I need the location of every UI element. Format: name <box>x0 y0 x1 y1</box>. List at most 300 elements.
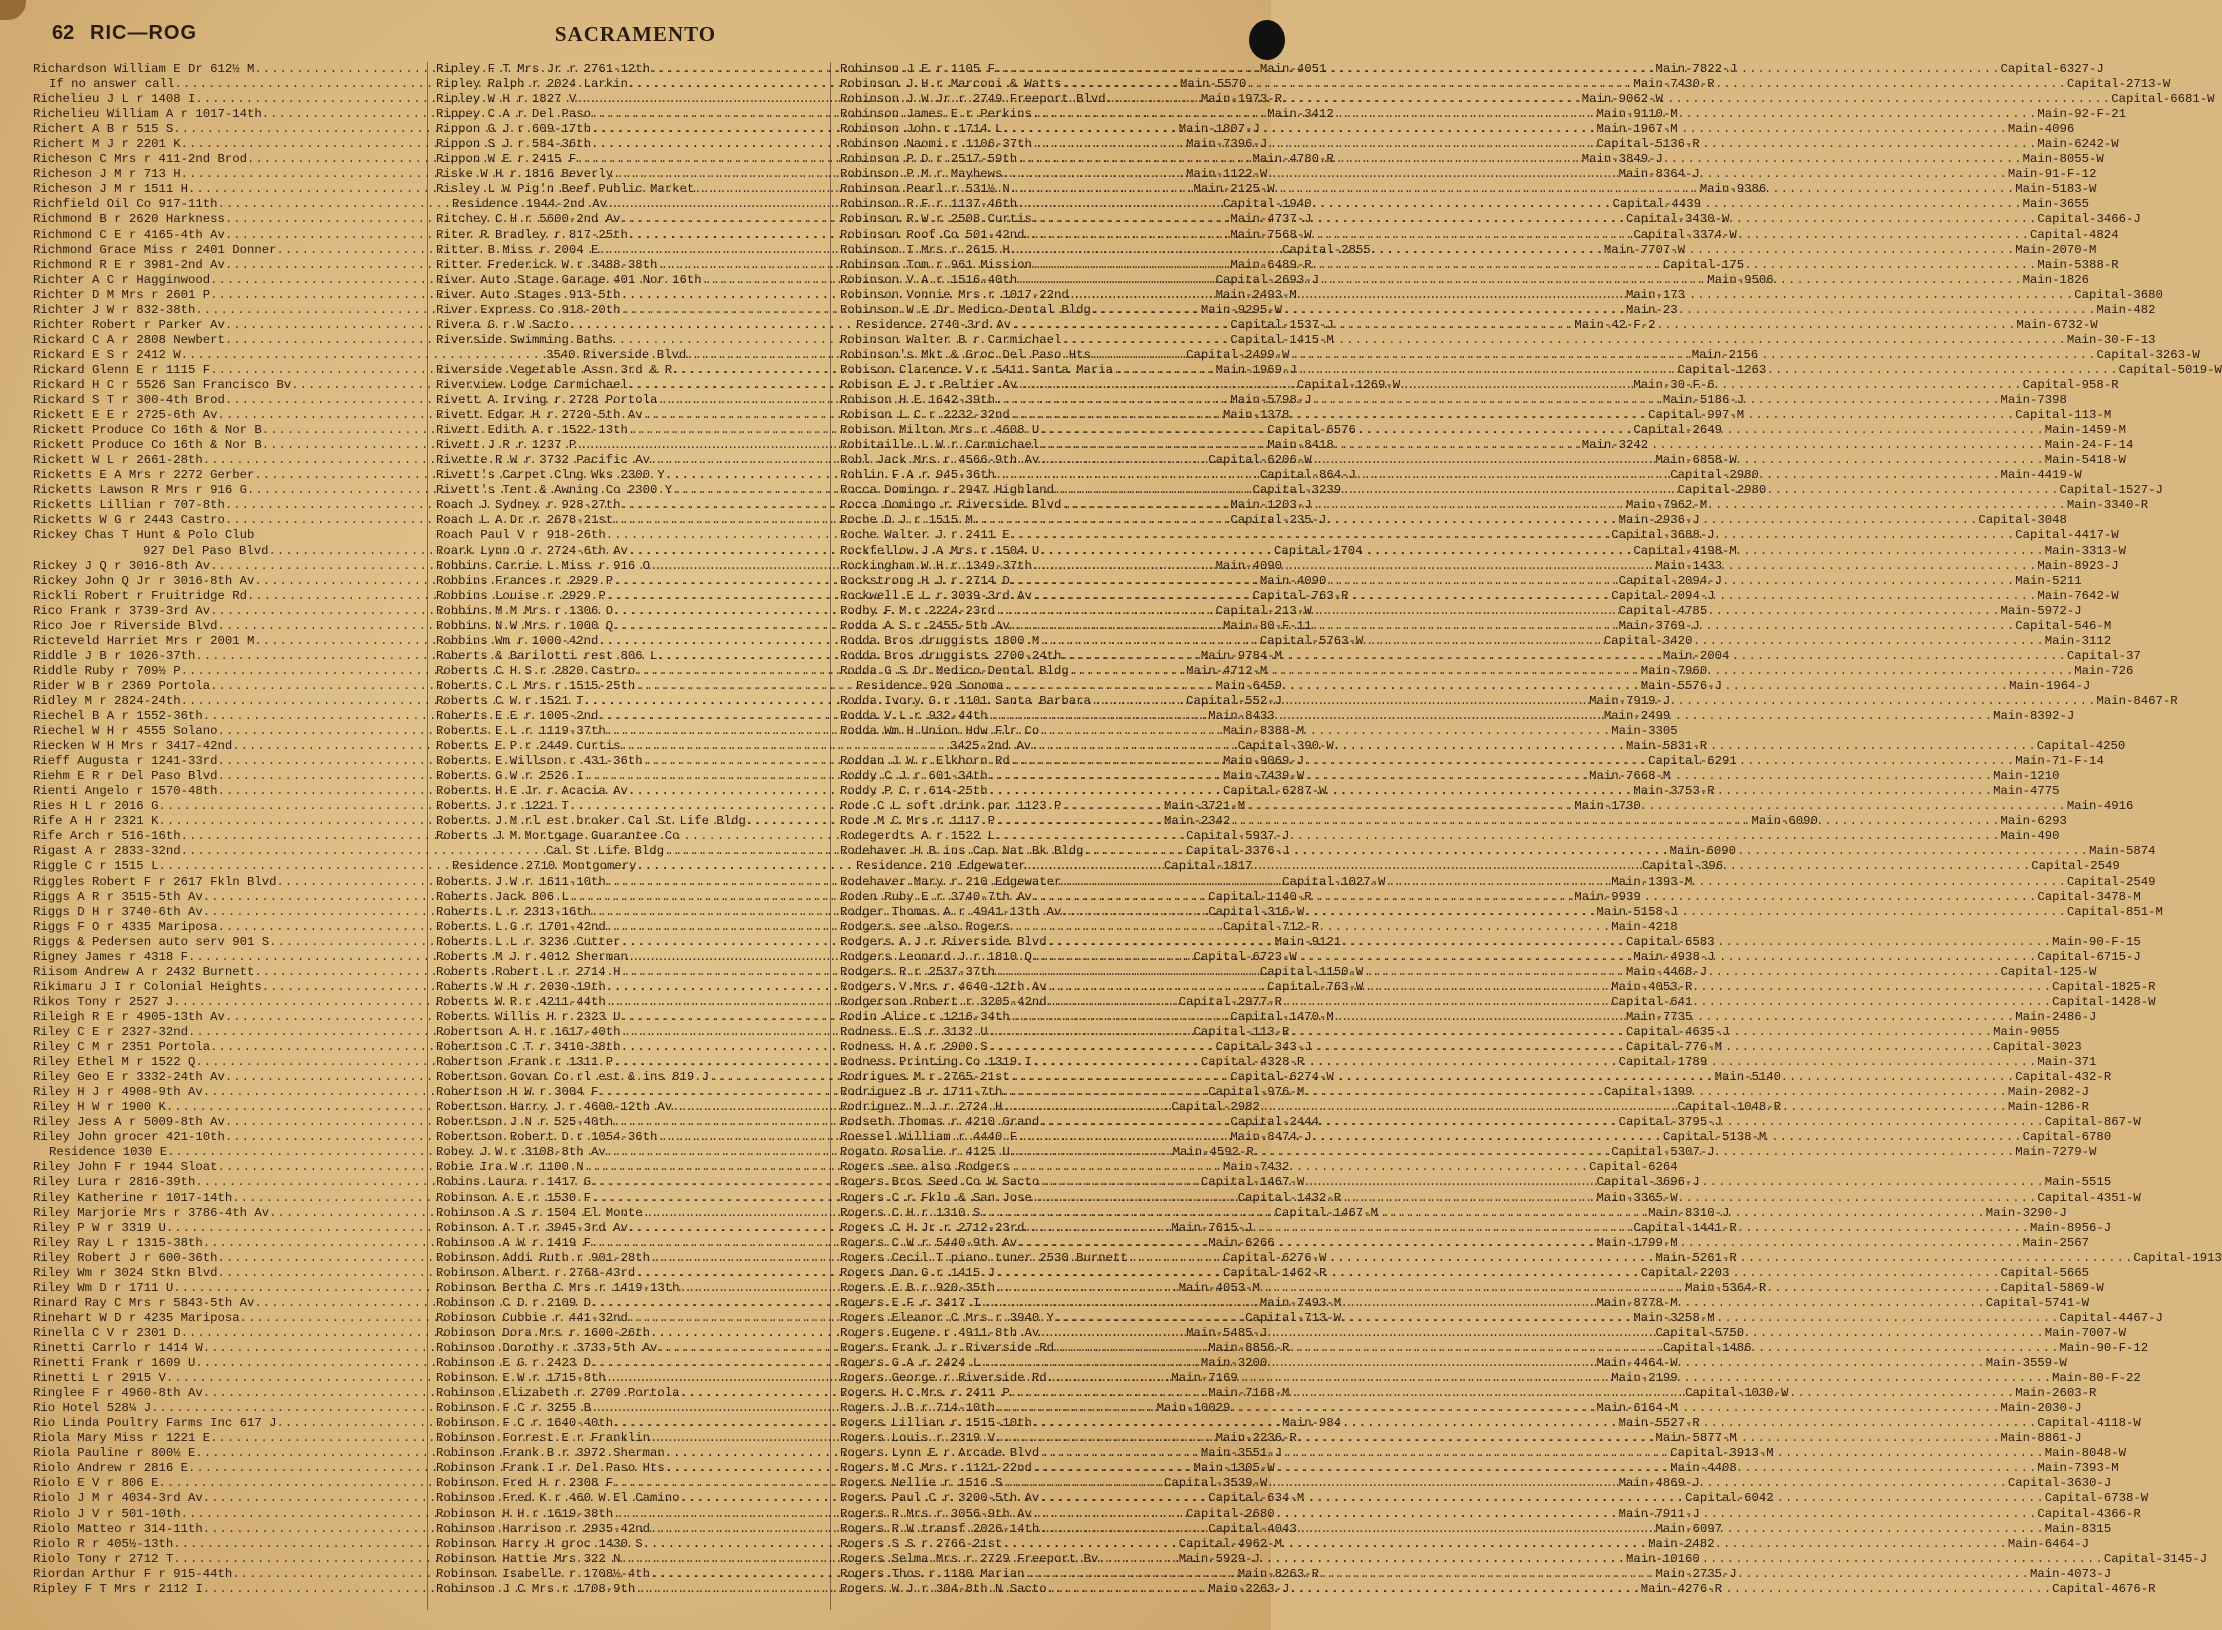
listing-name: Rodegerdts A r 1522 L <box>840 829 995 844</box>
page-header <box>0 22 1271 52</box>
leader-dots <box>995 1281 2001 1296</box>
listing-phone: Capital-1486 <box>1662 1340 1752 1355</box>
leader-dots <box>1032 212 2038 227</box>
listing-phone: Main-3242 <box>1581 438 1649 453</box>
listing-phone: Capital-4824 <box>2030 227 2119 242</box>
listing-name: Rodin Alice r 1216-34th <box>840 1009 1010 1024</box>
leader-dots <box>1010 754 2016 769</box>
listing-name: Ripley W H r 1827 V <box>436 92 577 107</box>
listing-name: Robinson Roof Co 501-42nd <box>840 227 1025 242</box>
leader-dots <box>1106 92 2112 107</box>
listing-name: Ricketts W G r 2443 Castro <box>33 513 225 528</box>
listing-phone: Main-9062-W <box>1581 92 1663 107</box>
listing-phone: Capital-1527-J <box>2059 483 2163 498</box>
listing-name: Rivett A Irving r 2728 Portola <box>436 393 658 408</box>
listing-name: Rodness E S r 3132 U <box>840 1025 988 1039</box>
listing-name: Rodgers Leonard J r 1810 Q <box>840 949 1032 964</box>
listing-name: Richeson C Mrs r 411-2nd Brod <box>33 152 248 167</box>
listing-phone: Main-7615-J <box>1171 1220 1253 1235</box>
listing-phone: Main-90-F-12 <box>2059 1340 2149 1355</box>
listing-name: Rogers Nellie r 1516 S <box>840 1476 1003 1491</box>
leader-dots <box>973 513 1979 528</box>
listing-phone: Capital-1789 <box>1618 1055 1708 1070</box>
listing-phone: Main-7960 <box>1640 663 1708 678</box>
listing-name: Rodehaver Mary r 210 Edgewater <box>840 874 1062 889</box>
listing-name: Rickett Produce Co 16th & Nor B <box>33 423 262 438</box>
listing-phone: Main-7430-R <box>1633 77 1715 92</box>
listing-name: Rogers R W transf 2026-14th <box>840 1521 1040 1536</box>
listing-name: Robinson Dora Mrs r 1600-26th <box>436 1325 651 1340</box>
listing-phone: Capital-867-W <box>2044 1115 2141 1130</box>
page-number: 62 <box>52 22 75 44</box>
listing-phone: Main-5261-R <box>1655 1250 1737 1265</box>
listing-name: Robbins Louise r 2929 P <box>436 588 606 603</box>
listing-name: Rienti Angelo r 1570-48th <box>33 784 218 799</box>
leader-dots <box>1010 408 2016 423</box>
leader-dots <box>1039 1175 2045 1190</box>
listing-row <box>436 829 820 844</box>
listing-phone: Main-7568-W <box>1230 227 1312 242</box>
listing-name: Richelieu William A r 1017-14th <box>33 107 262 122</box>
listing-name: Ricteveld Harriet Mrs r 2001 M <box>33 633 255 648</box>
listing-name: Ricketts Lawson R Mrs r 916 G <box>33 483 248 498</box>
listing-phone: Capital-1462-R <box>1223 1265 1327 1280</box>
listing-phone: Capital-5750 <box>1655 1325 1745 1340</box>
listing-name: Rogers Selma Mrs r 2729 Freeport Bv <box>840 1551 1099 1566</box>
leader-dots <box>1047 1371 2053 1386</box>
listing-phone: Main-6858-W <box>1655 453 1737 468</box>
listing-name: Riverside Vegetable Assn 3rd & R <box>436 362 673 377</box>
page-range: RIC—ROG <box>90 22 197 44</box>
listing-phone: Main-726 <box>2074 663 2134 678</box>
listing-name: Robinson R W r 2508 Curtis <box>840 212 1032 227</box>
listing-phone: Capital-1140-R <box>1208 889 1312 904</box>
listing-name: Richelieu J L r 1408 I <box>33 92 196 107</box>
listing-phone: Main-3290-J <box>1985 1205 2067 1220</box>
listing-name: River Auto Stage Garage 401 Nor 16th <box>436 272 702 287</box>
listing-phone: Main-5929-J <box>1178 1551 1260 1566</box>
listing-name: River Auto Stages 913-5th <box>436 287 621 302</box>
listing-phone: Capital-1027-W <box>1282 874 1386 889</box>
listing-name: Rife A H r 2321 K <box>33 814 159 829</box>
listing-phone: Main-1807-J <box>1178 122 1260 137</box>
listing-phone: Capital-2855 <box>1282 242 1371 257</box>
leader-dots <box>1039 1446 2045 1461</box>
listing-name: Robinson V A r 1516-40th <box>840 272 1018 287</box>
listing-name: Richter J W r 832-38th <box>33 302 196 317</box>
listing-phone: Main-8956-J <box>2030 1220 2112 1235</box>
listing-phone: Main-1969-J <box>1215 362 1297 377</box>
listing-phone: Main-9784-M <box>1200 648 1283 663</box>
leader-dots <box>1010 1145 2016 1160</box>
listing-phone: Main-1799-M <box>1596 1235 1678 1250</box>
listing-phone: Main-3551-J <box>1200 1446 1283 1461</box>
listing-name: Rickett Produce Co 16th & Nor B <box>33 438 262 453</box>
listing-phone: Capital-1825-R <box>2052 979 2156 994</box>
listing-phone: Main-8048-W <box>2044 1446 2126 1461</box>
listing-name: Rinella C V r 2301 D <box>33 1325 181 1340</box>
leader-dots <box>1091 303 2097 318</box>
listing-phone: Main-3112 <box>2044 633 2112 648</box>
leader-dots <box>1061 875 2067 890</box>
listing-phone: Main-3753-R <box>1633 784 1715 799</box>
listing-name: Roberts C H S r 2820 Castro <box>436 663 636 678</box>
listing-phone: Capital-3795-J <box>1618 1115 1722 1130</box>
listing-phone: Capital-2203 <box>1640 1265 1730 1280</box>
listing-phone: Capital-1048-R <box>1677 1100 1781 1115</box>
listing-name: Riola Pauline r 800½ E <box>33 1446 196 1461</box>
listing-name: Robinson Tom r 961 Mission <box>840 257 1032 272</box>
listing-phone: Main-2342 <box>1163 814 1231 829</box>
listing-phone: Main-4090 <box>1259 573 1327 588</box>
listing-phone: Main-2199 <box>1611 1371 1678 1386</box>
listing-phone: Main-2263-J <box>1208 1581 1290 1596</box>
listing-name: Riley Jess A r 5009-8th Av <box>33 1115 225 1130</box>
listing-phone: Main-7432 <box>1223 1160 1290 1175</box>
leader-dots <box>988 1040 1994 1055</box>
listing-phone: Capital-958-R <box>2022 377 2119 392</box>
listing-name: Roessel William r 4440 F <box>840 1130 1018 1145</box>
listing-phone: Main-2486-J <box>2015 1009 2097 1024</box>
leader-dots <box>1032 258 2038 273</box>
listing-name: Robinson Isabelle r 1708½-4th <box>436 1566 651 1581</box>
listing-name: Riley H J r 4908-9th Av <box>33 1085 203 1100</box>
listing-name: Rogers J B r 714-10th <box>840 1401 995 1416</box>
listing-phone: Main-30-F-13 <box>2066 332 2156 347</box>
listing-name: Rodgers see also Rogers <box>840 919 1010 934</box>
listing-name: Residence 1030 E <box>49 1145 168 1160</box>
listing-phone: Capital-976-M <box>1208 1085 1305 1100</box>
listing-phone: Capital-4785 <box>1618 603 1708 618</box>
listing-name: Riley John F r 1944 Sloat <box>33 1160 218 1175</box>
listing-name: Rickard S T r 300-4th Brod <box>33 393 225 408</box>
listing-name: Rodehaver H B ins Cap Nat Bk Bldg <box>840 844 1084 859</box>
listing-name: Riley C E r 2327-32nd <box>33 1025 188 1039</box>
listing-phone: Capital-5019-W <box>2118 362 2222 377</box>
listing-name: Rogers Paul C r 3200-5th Av <box>840 1491 1040 1506</box>
listing-phone: Main-6164-M <box>1596 1401 1678 1416</box>
listing-name: Robinson Hattie Mrs 322 N <box>436 1551 621 1566</box>
listing-phone: Main-4419-W <box>2000 468 2082 483</box>
listing-name: Robinson Cubbie r 441-32nd <box>436 1310 628 1325</box>
listing-name: Ripley F T Mrs Jr r 2761-12th <box>436 62 651 76</box>
listing-name: Riggle C r 1515 L <box>33 859 159 874</box>
listing-phone: Capital-546-M <box>2015 618 2112 633</box>
listing-name: Robinson Albert r 2768-43rd <box>436 1265 636 1280</box>
listing-name: Rickett E E r 2725-6th Av <box>33 408 218 423</box>
leader-dots <box>1032 890 2038 905</box>
listing-phone: Main-1459-M <box>2044 423 2126 438</box>
listing-name: Roddy C J r 601-34th <box>840 769 988 784</box>
listing-phone: Main-3655 <box>2022 197 2090 212</box>
listing-phone: Main-10029 <box>1156 1401 1231 1416</box>
listing-phone: Capital-3263-W <box>2096 347 2200 362</box>
listing-phone: Main-92-F-21 <box>2037 107 2126 122</box>
leader-dots <box>1098 1552 2104 1567</box>
listing-name: Robertson C T r 3410-38th <box>436 1040 621 1055</box>
leader-dots <box>995 829 2001 844</box>
listing-name: Rodgers V Mrs r 4640-12th Av <box>840 979 1047 994</box>
listing-name: Riolo J M r 4034-3rd Av <box>33 1491 203 1506</box>
listing-phone: Main-1433 <box>1655 558 1722 573</box>
listing-phone: Main-4218 <box>1611 919 1678 934</box>
listing-phone: Capital-1817 <box>1163 859 1253 874</box>
listing-phone: Main-8861-J <box>2000 1431 2082 1446</box>
listing-name: Rodgers R r 2537-37th <box>840 964 995 979</box>
listing-phone: Main-2082-J <box>2007 1085 2090 1100</box>
leader-dots <box>1047 980 2053 995</box>
listing-phone: Main-1826 <box>2022 272 2090 287</box>
listing-name: Robertson Robert D r 1054-36th <box>436 1130 658 1145</box>
listing-name: Roddan J W r Elkhorn Rd <box>840 754 1010 769</box>
leader-dots <box>1047 935 2053 950</box>
listing-phone: Main-5527-R <box>1618 1416 1700 1431</box>
listing-name: Riske W H r 1816 Beverly <box>436 167 614 182</box>
listing-name: 3425-2nd Av <box>950 739 1032 754</box>
leader-dots <box>1010 182 2016 197</box>
listing-phone: Main-23 <box>1626 302 1678 317</box>
listing-phone: Main-371 <box>2037 1055 2097 1070</box>
listing-name: Robinson J H r Marconi & Watts <box>840 77 1062 92</box>
listing-name: Riley Katherine r 1017-14th <box>33 1190 233 1205</box>
listing-name: Riolo Matteo r 314-11th <box>33 1521 203 1536</box>
listing-phone: Main-1973-R <box>1200 92 1283 107</box>
listing-name: Rickett W L r 2661-28th <box>33 453 203 468</box>
listing-phone: Main-4464-W <box>1596 1356 1678 1371</box>
listing-phone: Main-1378 <box>1223 408 1290 423</box>
listing-phone: Capital-6723-W <box>1193 949 1297 964</box>
leader-dots <box>254 528 418 543</box>
listing-name: Robinson John r 1714 L <box>840 122 1003 137</box>
listing-phone: Main-4090 <box>1215 558 1283 573</box>
listing-phone: Main-3340-R <box>2066 498 2149 513</box>
listing-name: Riley John grocer 421-10th <box>33 1130 225 1145</box>
listing-phone: Main-6090 <box>1751 814 1818 829</box>
leader-dots <box>1061 905 2067 920</box>
leader-dots <box>1069 288 2075 303</box>
listing-phone: Main-4938-J <box>1633 949 1715 964</box>
listing-name: Rogato Rosalie r 4125 U <box>840 1145 1010 1160</box>
listing-phone: Main-3412 <box>1267 107 1334 122</box>
listing-name: Rogers C H r 1310 S <box>840 1205 981 1220</box>
listing-name: Roach Paul V r 918-26th <box>436 528 606 543</box>
listing-phone: Main-3849-J <box>1581 152 1663 167</box>
listing-name: Robinson P M r Mayhews <box>840 167 1003 182</box>
leader-dots <box>1004 679 2010 694</box>
listing-name: Robinson A W r 1419 F <box>436 1235 591 1250</box>
listing-phone: Main-2603-R <box>2015 1386 2097 1401</box>
listing-phone: Capital-763-R <box>1252 588 1349 603</box>
listing-phone: Main-1730 <box>1574 799 1641 814</box>
leader-dots <box>1128 1251 2134 1266</box>
listing-name: Rockfellow J A Mrs r 1504 U <box>840 543 1040 558</box>
listing-name: Richter Robert r Parker Av <box>33 317 225 332</box>
listing-phone: Capital-713-W <box>1245 1310 1342 1325</box>
listing-phone: Main-5485-J <box>1186 1325 1268 1340</box>
listing-name: Rocca Domingo r 2947 Highland <box>840 483 1055 498</box>
listing-name: Rogers Eugene r 4911-8th Av <box>840 1325 1040 1340</box>
torn-corner <box>0 0 26 20</box>
listing-phone: Capital-2713-W <box>2066 77 2171 92</box>
listing-row <box>840 1160 1227 1175</box>
listing-phone: Main-7911-J <box>1618 1506 1700 1521</box>
listing-phone: Capital-343-J <box>1215 1040 1312 1055</box>
leader-dots <box>1039 438 2045 453</box>
listing-name: Roberts C L Mrs r 1515-25th <box>436 678 636 693</box>
leader-dots <box>1017 197 2023 212</box>
listing-phone: Capital-4439 <box>1612 197 1702 212</box>
listing-name: Robinson Fred H r 2308 F <box>436 1476 614 1491</box>
listing-name: Roberts W H r 2030-19th <box>436 979 606 994</box>
listing-phone: Main-6242-W <box>2037 137 2119 152</box>
listing-name: Riechel W H r 4555 Solano <box>33 724 218 739</box>
listing-name: Rickli Robert r Fruitridge Rd <box>33 588 248 603</box>
leader-dots <box>1002 1476 2008 1491</box>
listing-name: Rickey John Q Jr r 3016-8th Av <box>33 573 255 588</box>
leader-dots <box>1002 167 2008 182</box>
listing-name: Rickard C A r 2808 Newbert <box>33 332 225 347</box>
listing-phone: Capital-6287-W <box>1223 784 1327 799</box>
listing-name: Rieff Augusta r 1241-33rd <box>33 754 218 769</box>
listing-phone: Main-2125-W <box>1193 182 1275 197</box>
listing-name: Roberts & Barilotti rest 806 L <box>436 648 658 663</box>
leader-dots <box>1024 228 2030 243</box>
listing-name: Rivera G r W Sacto <box>436 317 569 332</box>
listing-name: Roberts E L r 1119-37th <box>436 724 606 739</box>
listing-name: Robinson Walter B r Carmichael <box>840 332 1062 347</box>
listing-name: Robison E J r Peltier Av <box>840 377 1018 392</box>
listing-name: Riley P W r 3319 U <box>33 1220 166 1235</box>
leader-dots <box>1047 1582 2053 1597</box>
listing-phone: Main-4053-M <box>1178 1280 1260 1295</box>
listing-phone: Main-2567 <box>2022 1235 2090 1250</box>
listing-name: River Express Co 918-20th <box>436 302 621 317</box>
listing-name: Roberts E P r 2449 Curtis <box>436 739 621 754</box>
leader-dots <box>1113 363 2119 378</box>
listing-phone: Main-7642-W <box>2037 588 2119 603</box>
listing-name: Robertson H W r 3004 F <box>436 1085 599 1100</box>
listing-name: Rogers R Mrs r 3056-9th Av <box>840 1506 1032 1521</box>
listing-name: Roach L A Dr r 2678-21st <box>436 513 614 528</box>
listing-phone: Main-5877-M <box>1655 1431 1737 1446</box>
listing-name: Rogers G A r 2424 L <box>840 1356 981 1371</box>
leader-dots <box>1010 1160 1227 1175</box>
leader-dots <box>988 709 1994 724</box>
listing-name: Riverview Lodge Carmichael <box>436 377 628 392</box>
leader-dots <box>1010 1010 2016 1025</box>
leader-dots <box>1010 574 2016 589</box>
listing-phone: Capital-4328-R <box>1200 1055 1305 1070</box>
listing-phone: Capital-2680 <box>1186 1506 1275 1521</box>
listing-name: Rogers Dan G r 1415 J <box>840 1265 995 1280</box>
listing-name: Riolo E V r 806 E <box>33 1476 159 1491</box>
leader-dots <box>1084 844 2090 859</box>
listing-phone: Main-6489-R <box>1230 257 1312 272</box>
leader-dots <box>1039 1522 2045 1537</box>
listing-phone: Main-2236-R <box>1215 1431 1297 1446</box>
listing-phone: Capital-432-R <box>2015 1070 2112 1085</box>
listing-phone: Main-80-F-11 <box>1223 618 1312 633</box>
listing-name: Rogers S S r 2766-21st <box>840 1536 1003 1551</box>
listing-phone: Capital-2094-J <box>1618 573 1722 588</box>
listing-name: Robison H E 1642-39th <box>840 393 995 408</box>
listing-name: Robinson A T r 3945-3rd Av <box>436 1220 628 1235</box>
listing-name: Ricketts E A Mrs r 2272 Gerber <box>33 468 255 483</box>
page-city: SACRAMENTO <box>554 22 717 46</box>
listing-name: Rogers Frank J r Riverside Rd <box>840 1340 1055 1355</box>
listing-phone: Main-2499 <box>1603 709 1671 724</box>
listing-phone: Capital-776-M <box>1626 1040 1722 1055</box>
listing-name: Riley Marjorie Mrs r 3786-4th Av <box>33 1205 270 1220</box>
listing-phone: Main-9055 <box>1993 1025 2060 1039</box>
listing-phone: Capital-3913-M <box>1670 1446 1774 1461</box>
listing-name: Rippey C A r Del Paso <box>436 107 591 122</box>
listing-name: Riola Mary Miss r 1221 E <box>33 1431 211 1446</box>
leader-dots <box>1010 619 2016 634</box>
listing-name: Riley Lura r 2816-39th <box>33 1175 196 1190</box>
leader-dots <box>1031 739 2037 754</box>
listing-phone: Main-7398 <box>2000 393 2067 408</box>
listing-phone: Main-10160 <box>1626 1551 1700 1566</box>
listing-row <box>840 920 1227 935</box>
leader-dots <box>1010 920 1227 935</box>
listing-name: Riley H W r 1900 K <box>33 1100 166 1115</box>
listing-phone: Main-7707-W <box>1603 242 1686 257</box>
listing-name: Rikos Tony r 2527 J <box>33 994 174 1009</box>
leader-dots <box>1061 77 2067 92</box>
listing-phone: Capital-3430-W <box>1626 212 1730 227</box>
leader-dots <box>1032 1055 2038 1070</box>
listing-name: Ripley Ralph r 2024 Larkin <box>436 77 628 92</box>
listing-name: 927 Del Paso Blvd <box>143 543 269 558</box>
listing-phone: Main-1210 <box>1993 769 2060 784</box>
listing-phone: Capital-3048 <box>1978 513 2067 528</box>
listing-phone: Main-5576-J <box>1640 678 1722 693</box>
listing-phone: Capital-3466-J <box>2037 212 2141 227</box>
listing-name: Rodda Ivory G r 1101 Santa Barbara <box>840 693 1091 708</box>
listing-name: Robbins Frances r 2929 P <box>436 573 614 588</box>
listing-name: Richardson William E Dr 612½ M <box>33 62 255 76</box>
listing-name: Robinson Frank B r 3972 Sherman <box>436 1446 665 1461</box>
listing-phone: Capital-5869-W <box>2000 1280 2104 1295</box>
leader-dots <box>1091 694 2097 709</box>
listing-phone: Main-4051 <box>1259 62 1327 76</box>
listing-phone: Main-9069-J <box>1223 754 1305 769</box>
listing-phone: Main-7962-M <box>1626 498 1708 513</box>
listing-name: Robbins N W Mrs r 1000 Q <box>436 618 614 633</box>
leader-dots <box>1032 1416 2038 1431</box>
listing-phone: Main-2735-J <box>1655 1566 1737 1581</box>
listing-phone: Capital-3680 <box>2074 287 2163 302</box>
listing-name: Riolo Tony r 2712 T <box>33 1551 174 1566</box>
listing-name: Riggs A R r 3515-5th Av <box>33 889 203 904</box>
listing-name: Rogers Eleanor C Mrs r 3940 Y <box>840 1310 1055 1325</box>
listing-phone: Main-1305-W <box>1193 1461 1275 1476</box>
leader-dots <box>1039 1491 2045 1506</box>
listing-name: Roden Ruby E r 3740-7th Av <box>840 889 1032 904</box>
listing-phone: Capital-1913 <box>2133 1250 2222 1265</box>
listing-phone: Main-9121 <box>1274 934 1342 949</box>
listing-name: Rodgers A J r Riverside Blvd <box>840 934 1047 949</box>
leader-dots <box>1061 649 2067 664</box>
listing-name: Roberts Willis H r 2323 U <box>436 1009 621 1024</box>
listing-name: Roche Walter J r 2411 E <box>840 528 1010 543</box>
listing-phone: Main-6266 <box>1208 1235 1275 1250</box>
listing-name: Roberts J M Mortgage Guarantee Co <box>436 829 680 844</box>
leader-dots <box>1039 1326 2045 1341</box>
leader-dots <box>1039 724 1227 739</box>
listing-phone: Capital-3376-J <box>1186 844 1290 859</box>
